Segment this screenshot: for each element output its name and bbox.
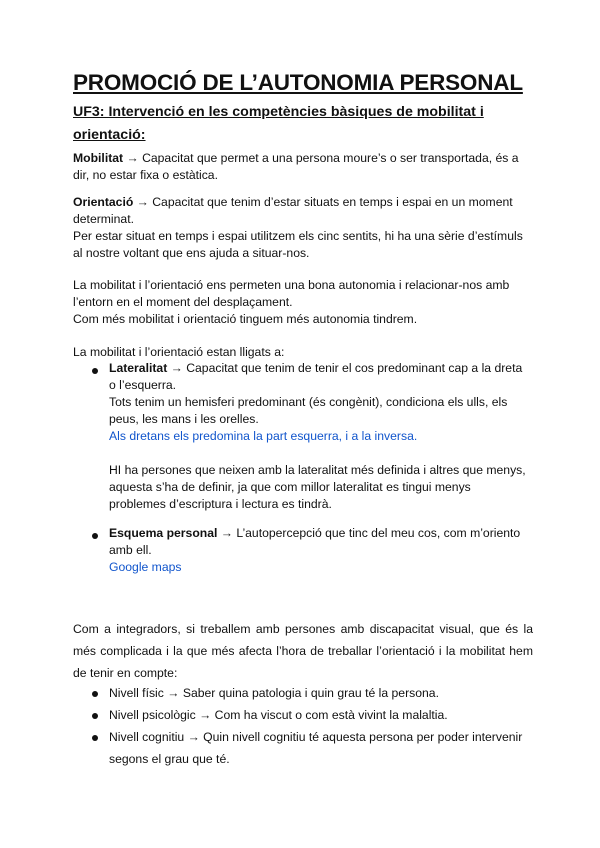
highlight-note: Als dretans els predomina la part esquerra, i a la inversa. (109, 429, 418, 443)
highlight-note: Google maps (109, 560, 182, 574)
nivell-text: Quin nivell cognitiu té aquesta persona per poder intervenir segons el grau que té. (109, 730, 523, 766)
page-title: PROMOCIÓ DE L’AUTONOMIA PERSONAL (73, 70, 523, 95)
definition-text: Capacitat que permet a una persona moure’s o ser transportada, és a dir, no estar fixa o estàtica. (73, 151, 519, 182)
nivell-label: Nivell psicològic (109, 708, 196, 722)
bullet-icon (92, 691, 98, 697)
nivell-text: Com ha viscut o com està vivint la malaltia. (214, 708, 448, 722)
paragraph: La mobilitat i l’orientació ens permeten una bona autonomia i relacionar-nos amb l’entorn en el moment del desplaçament. (73, 278, 510, 309)
nivell-label: Nivell cognitiu (109, 730, 185, 744)
arrow: → (163, 686, 183, 700)
paragraph: Tots tenim un hemisferi predominant (és congènit), condiciona els ulls, els peus, les mans i les orelles. (109, 395, 508, 426)
nivell-label: Nivell físic (109, 686, 164, 700)
definition-mobilitat (73, 150, 533, 184)
arrow: → (133, 195, 153, 209)
definition-orientacio (73, 194, 533, 228)
term-lateralitat: Lateralitat (109, 361, 168, 375)
definition-text: Capacitat que tenim d’estar situats en temps i espai en un moment determinat. (73, 195, 513, 226)
list-item-lateralitat (109, 360, 529, 394)
paragraph: HI ha persones que neixen amb la lateralitat més definida i altres que menys, aquesta s’ha de definir, ja que com millor lateralitat es tingui menys problemes d’escriptura i lectura es tindrà. (109, 463, 526, 511)
arrow: → (123, 151, 143, 165)
arrow: → (195, 708, 215, 722)
bullet-icon (92, 368, 98, 374)
list-item-nivell (109, 704, 529, 726)
bullet-icon (92, 533, 98, 539)
term-mobilitat: Mobilitat (73, 151, 124, 165)
paragraph: Com a integradors, si treballem amb persones amb discapacitat visual, que és la més complicada i la que més afecta l’hora de treballar l’orientació i la mobilitat hem de tenir en compte: (73, 622, 533, 680)
paragraph: Per estar situat en temps i espai utilitzem els cinc sentits, hi ha una sèrie d’estímuls al nostre voltant que ens ajuda a situar-nos. (73, 229, 523, 260)
bullet-icon (92, 713, 98, 719)
list-item-nivell (109, 682, 529, 704)
arrow: → (184, 730, 204, 744)
arrow: → (217, 526, 237, 540)
page-subtitle: UF3: Intervenció en les competències bàsiques de mobilitat i orientació: (73, 104, 484, 143)
definition-text: Capacitat que tenim de tenir el cos predominant cap a la dreta o l’esquerra. (109, 361, 523, 392)
nivell-text: Saber quina patologia i quin grau té la persona. (182, 686, 439, 700)
list-item-esquema (109, 525, 529, 559)
arrow: → (167, 361, 187, 375)
term-orientacio: Orientació (73, 195, 134, 209)
definition-text: L’autopercepció que tinc del meu cos, com m’oriento amb ell. (109, 526, 521, 557)
bullet-icon (92, 735, 98, 741)
paragraph: Com més mobilitat i orientació tinguem més autonomia tindrem. (73, 312, 418, 326)
paragraph: La mobilitat i l’orientació estan lligats a: (73, 345, 285, 359)
term-esquema: Esquema personal (109, 526, 218, 540)
list-item-nivell (109, 726, 529, 770)
